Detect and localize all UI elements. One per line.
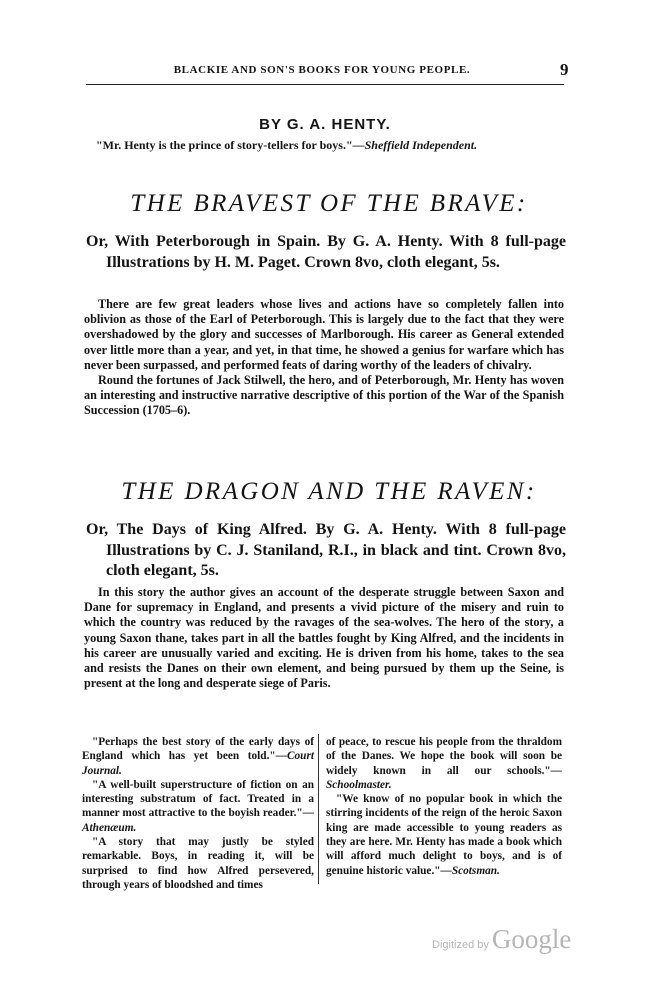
book-description-1	[84, 297, 564, 419]
reviews-right-column	[326, 735, 562, 878]
description-paragraph: In this story the author gives an account of the desperate struggle between Saxon and Dane for supremacy in England, and presents a vivid picture of the misery and ruin to which the country was reduced by the ravages of the sea-wolves. The hero of the story, a young Saxon thane, takes part in all the battles fought by King Alfred, and the incidents in his career are unusually varied and exciting. He is driven from his home, takes to the sea and resists the Danes on their own element, and being pursued by them up the Seine, is present at the long and desperate siege of Paris.	[84, 585, 564, 691]
review-source: —Schoolmaster.	[326, 764, 562, 791]
watermark-prefix: Digitized by	[432, 939, 489, 951]
review-text: "We know of no popular book in which the stirring incidents of the reign of the heroic Saxon king are made accessible to young readers as they are here. Mr. Henty has made a book which will afford much delight to boys, and is of genuine historic value."	[326, 793, 562, 877]
review-quote	[326, 735, 562, 792]
author-heading: BY G. A. HENTY.	[259, 116, 391, 133]
column-divider	[318, 734, 319, 884]
book-description-2	[84, 585, 564, 691]
book-title-2: THE DRAGON AND THE RAVEN:	[121, 478, 537, 505]
author-quote	[96, 138, 566, 153]
book-subtitle-2-text: Or, The Days of King Alfred. By G. A. Henty. With 8 full-page Illustrations by C. J. Staniland, R.I., in black and tint. Crown 8vo, cloth elegant, 5s.	[86, 521, 566, 579]
book-subtitle-1-text: Or, With Peterborough in Spain. By G. A. Henty. With 8 full-page Illustrations by H. M. Paget. Crown 8vo, cloth elegant, 5s.	[86, 233, 566, 271]
author-quote-source: —Sheffield Independent.	[352, 138, 478, 152]
author-quote-text: "Mr. Henty is the prince of story-tellers for boys."	[96, 138, 353, 152]
review-quote	[82, 835, 314, 892]
digitized-watermark	[432, 924, 571, 955]
review-source: —Athenæum.	[82, 807, 314, 834]
page-number: 9	[560, 60, 569, 79]
book-subtitle-1	[86, 232, 566, 273]
review-text: "A story that may justly be styled remarkable. Boys, in reading it, will be surprised to find how Alfred persevered, through years of bloodshed and times	[82, 836, 314, 891]
reviews-left-column	[82, 735, 314, 892]
description-paragraph: There are few great leaders whose lives and actions have so completely fallen into oblivion as those of the Earl of Peterborough. This is largely due to the fact that they were overshadowed by the glory and successes of Marlborough. His career as General extended over little more than a year, and yet, in that time, he showed a genius for warfare which has never been surpassed, and performed feats of daring worthy of the leaders of chivalry.	[84, 297, 564, 372]
watermark-logo: Google	[491, 924, 572, 954]
review-text: "A well-built superstructure of fiction on an interesting substratum of fact. Treated in a manner most attractive to the boyish reader."	[82, 778, 314, 820]
review-text: of peace, to rescue his people from the thraldom of the Danes. We hope the book will soon be widely known in all our schools."	[326, 736, 562, 777]
running-head: BLACKIE AND SON'S BOOKS FOR YOUNG PEOPLE.	[173, 64, 471, 76]
book-title-1: THE BRAVEST OF THE BRAVE:	[130, 190, 528, 217]
review-quote	[326, 792, 562, 878]
header-rule	[86, 84, 564, 85]
review-source: —Court Journal.	[82, 750, 314, 777]
description-paragraph: Round the fortunes of Jack Stilwell, the hero, and of Peterborough, Mr. Henty has woven an interesting and instructive narrative descriptive of this portion of the War of the Spanish Succession (1705–6).	[84, 373, 564, 418]
book-subtitle-2	[86, 520, 566, 582]
review-text: "Perhaps the best story of the early days of England which has yet been told."	[82, 736, 314, 763]
review-quote	[82, 778, 314, 835]
review-source: —Scotsman.	[440, 864, 500, 877]
review-quote	[82, 735, 314, 778]
